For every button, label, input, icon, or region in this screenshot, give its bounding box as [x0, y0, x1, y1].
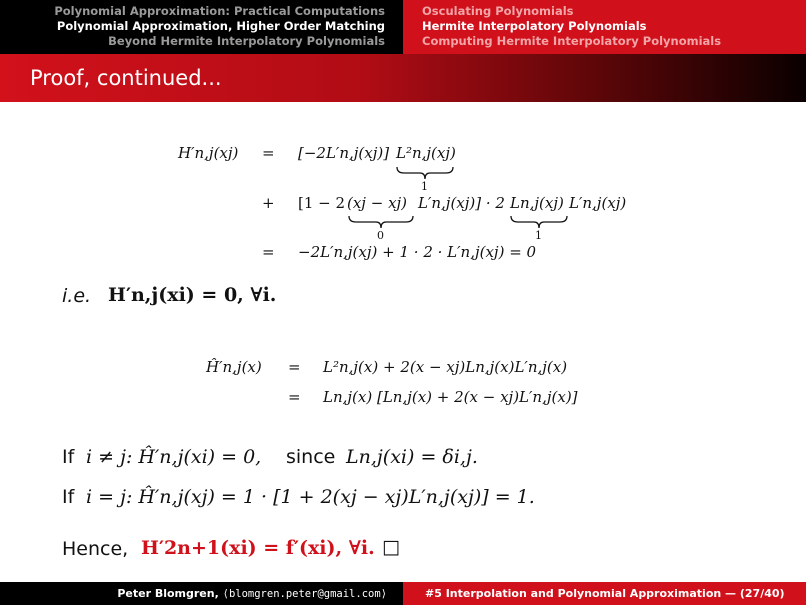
hhat-rhs1: L²n,j(x) + 2(x − xj)Ln,j(x)L′n,j(x) — [323, 358, 568, 376]
eq2-part-c: L′n,j(xj)] · 2 — [418, 194, 505, 212]
section-navigation — [0, 0, 403, 54]
conclusion-equation: H′2n+1(xi) = f′(xi), ∀i. — [141, 537, 375, 559]
nav-subsection-hermite-interpolatory[interactable]: Hermite Interpolatory Polynomials — [422, 19, 647, 33]
nav-section-practical-computations[interactable]: Polynomial Approximation: Practical Computations — [54, 4, 385, 18]
hhat-rhs2: Ln,j(x) [Ln,j(x) + 2(x − xj)L′n,j(x)] — [323, 388, 578, 406]
case2-math: i = j: Ĥ′n,j(xj) = 1 · [1 + 2(xj − xj)L′n,j(xj)] = 1. — [86, 486, 535, 508]
eq2-plus: + — [262, 194, 275, 212]
case1-tail: Ln,j(xi) = δi,j. — [346, 446, 478, 468]
hhat-eq2: = — [288, 388, 301, 406]
hhat-lhs: Ĥ′n,j(x) — [206, 358, 262, 376]
eq2-part-a: [1 − 2 — [298, 194, 346, 212]
eq1-lhs: H′n,j(xj) — [178, 144, 239, 162]
qed-symbol: □ — [382, 536, 400, 558]
frame-title-bar — [0, 54, 806, 102]
eq2-part-b: (xj − xj) — [347, 194, 408, 212]
footer-author: Peter Blomgren, — [117, 587, 219, 600]
footer-author-area — [0, 582, 403, 605]
subsection-navigation — [403, 0, 806, 54]
footer-page-counter: #5 Interpolation and Polynomial Approximation — (27/40) — [425, 587, 785, 600]
nav-section-beyond-hermite[interactable]: Beyond Hermite Interpolatory Polynomials — [108, 34, 385, 48]
eq2-part-d: Ln,j(xj) — [510, 194, 564, 212]
frame-title: Proof, continued... — [30, 66, 222, 90]
eq2-part-e: L′n,j(xj) — [569, 194, 627, 212]
case1-math: i ≠ j: Ĥ′n,j(xi) = 0, — [86, 446, 262, 468]
ie-equation: H′n,j(xi) = 0, ∀i. — [108, 284, 277, 306]
case2-if: If — [62, 486, 75, 508]
eq3-equals: = — [262, 243, 275, 261]
underbrace-1 — [396, 166, 454, 180]
underbrace-2 — [348, 215, 414, 229]
header-navigation — [0, 0, 806, 54]
case1-if: If — [62, 446, 75, 468]
hhat-eq1: = — [288, 358, 301, 376]
underbrace-2-label: 0 — [377, 229, 384, 242]
footer-slide-info — [403, 582, 806, 605]
eq1-rhs-factor: [−2L′n,j(xj)] — [298, 144, 390, 162]
nav-subsection-osculating[interactable]: Osculating Polynomials — [422, 4, 574, 18]
eq1-equals: = — [262, 144, 275, 162]
footer-email[interactable]: ⟨blomgren.peter@gmail.com⟩ — [222, 588, 387, 600]
underbrace-3-label: 1 — [535, 229, 542, 242]
footer — [0, 582, 806, 605]
nav-subsection-computing-hermite[interactable]: Computing Hermite Interpolatory Polynomials — [422, 34, 722, 48]
nav-section-higher-order-matching[interactable]: Polynomial Approximation, Higher Order Matching — [56, 19, 385, 33]
underbrace-1-label: 1 — [421, 180, 428, 193]
ie-prefix: i.e. — [62, 285, 92, 307]
case1-since: since — [286, 446, 336, 468]
eq3-rhs: −2L′n,j(xj) + 1 · 2 · L′n,j(xj) = 0 — [298, 243, 537, 261]
underbrace-3 — [510, 215, 568, 229]
eq1-rhs-square: L²n,j(xj) — [396, 144, 456, 162]
conclusion-prefix: Hence, — [62, 538, 129, 560]
